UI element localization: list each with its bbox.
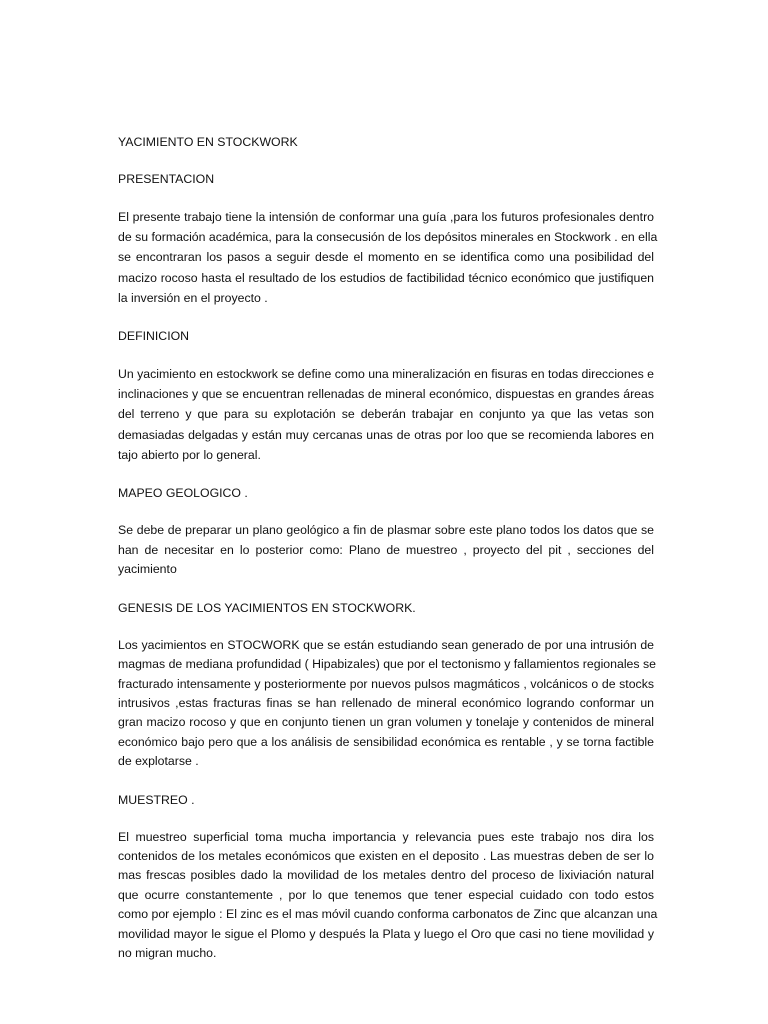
- section-heading-muestreo: MUESTREO .: [118, 792, 195, 807]
- section-heading-presentacion: PRESENTACION: [118, 172, 215, 186]
- text-line: la inversión en el proyecto .: [118, 290, 268, 305]
- text-line: macizo rocoso hasta el resultado de los estudios de factibilidad técnico económico que justifiquen: [118, 270, 654, 285]
- text-line: del terreno y que para su explotación se deberán trabajar en conjunto ya que las vetas son: [118, 407, 654, 422]
- text-line: Los yacimientos en STOCWORK que se están estudiando sean generado de por una intrusión de: [118, 637, 654, 652]
- text-line: intrusivos ,estas fracturas finas se han rellenado de mineral económico logrando conformar un: [118, 696, 654, 711]
- text-line: Se debe de preparar un plano geológico a fin de plasmar sobre este plano todos los datos que se: [118, 523, 654, 538]
- text-line: magmas de mediana profundidad ( Hipabizales) que por el tectonismo y fallamientos regionales se: [118, 657, 656, 672]
- text-line: se encontraran los pasos a seguir desde el momento en se identifica como una posibilidad del: [118, 250, 654, 265]
- text-line: fracturado intensamente y posteriormente por nuevos pulsos magmáticos , volcánicos o de stocks: [118, 676, 654, 691]
- text-line: económico bajo pero que a los análisis de sensibilidad económica es rentable , y se torna factible: [118, 734, 654, 749]
- paragraph-presentacion: [118, 207, 658, 308]
- text-line: movilidad mayor le sigue el Plomo y después la Plata y luego el Oro que casi no tiene movilidad y: [118, 926, 654, 941]
- text-line: de su formación académica, para la consecusión de los depósitos minerales en Stockwork . en ella: [118, 230, 658, 245]
- paragraph-muestreo: [118, 828, 658, 964]
- text-line: El muestreo superficial toma mucha importancia y relevancia pues este trabajo nos dira los: [118, 829, 654, 844]
- text-line: han de necesitar en lo posterior como: Plano de muestreo , proyecto del pit , secciones del: [118, 542, 654, 557]
- text-line: yacimiento: [118, 562, 177, 577]
- section-heading-definicion: DEFINICION: [118, 329, 190, 344]
- text-line: Un yacimiento en estockwork se define como una mineralización en fisuras en todas direcciones e: [118, 367, 654, 382]
- text-line: El presente trabajo tiene la intensión de conformar una guía ,para los futuros profesionales dentro: [118, 210, 654, 224]
- text-line: como por ejemplo : El zinc es el mas móvil cuando conforma carbonatos de Zinc que alcanzan una: [118, 907, 658, 922]
- text-line: que ocurre constantemente , por lo que tenemos que tener especial cuidado con todo estos: [118, 887, 654, 902]
- text-line: tajo abierto por lo general.: [118, 447, 261, 462]
- text-line: mas frescas posibles dado la movilidad de los metales dentro del proceso de lixiviación natural: [118, 868, 654, 883]
- document-body: [118, 133, 658, 983]
- paragraph-mapeo-geologico: [118, 521, 654, 580]
- text-line: inclinaciones y que se encuentran rellenadas de mineral económico, dispuestas en grandes áreas: [118, 387, 654, 402]
- section-heading-mapeo-geologico: MAPEO GEOLOGICO .: [118, 486, 248, 501]
- text-line: gran macizo rocoso y que en conjunto tienen un gran volumen y tonelaje y contenidos de mineral: [118, 715, 654, 730]
- text-line: demasiadas delgadas y están muy cercanas unas de otras por loo que se recomienda labores en: [118, 427, 654, 442]
- paragraph-genesis: [118, 636, 654, 772]
- text-line: no migran mucho.: [118, 946, 217, 961]
- section-heading-genesis: GENESIS DE LOS YACIMIENTOS EN STOCKWORK.: [118, 600, 416, 615]
- paragraph-definicion: [118, 364, 654, 465]
- text-line: de explotarse .: [118, 754, 199, 769]
- document-title: YACIMIENTO EN STOCKWORK: [118, 135, 298, 149]
- text-line: contenidos de los metales económicos que existen en el deposito . Las muestras deben de ser lo: [118, 849, 654, 864]
